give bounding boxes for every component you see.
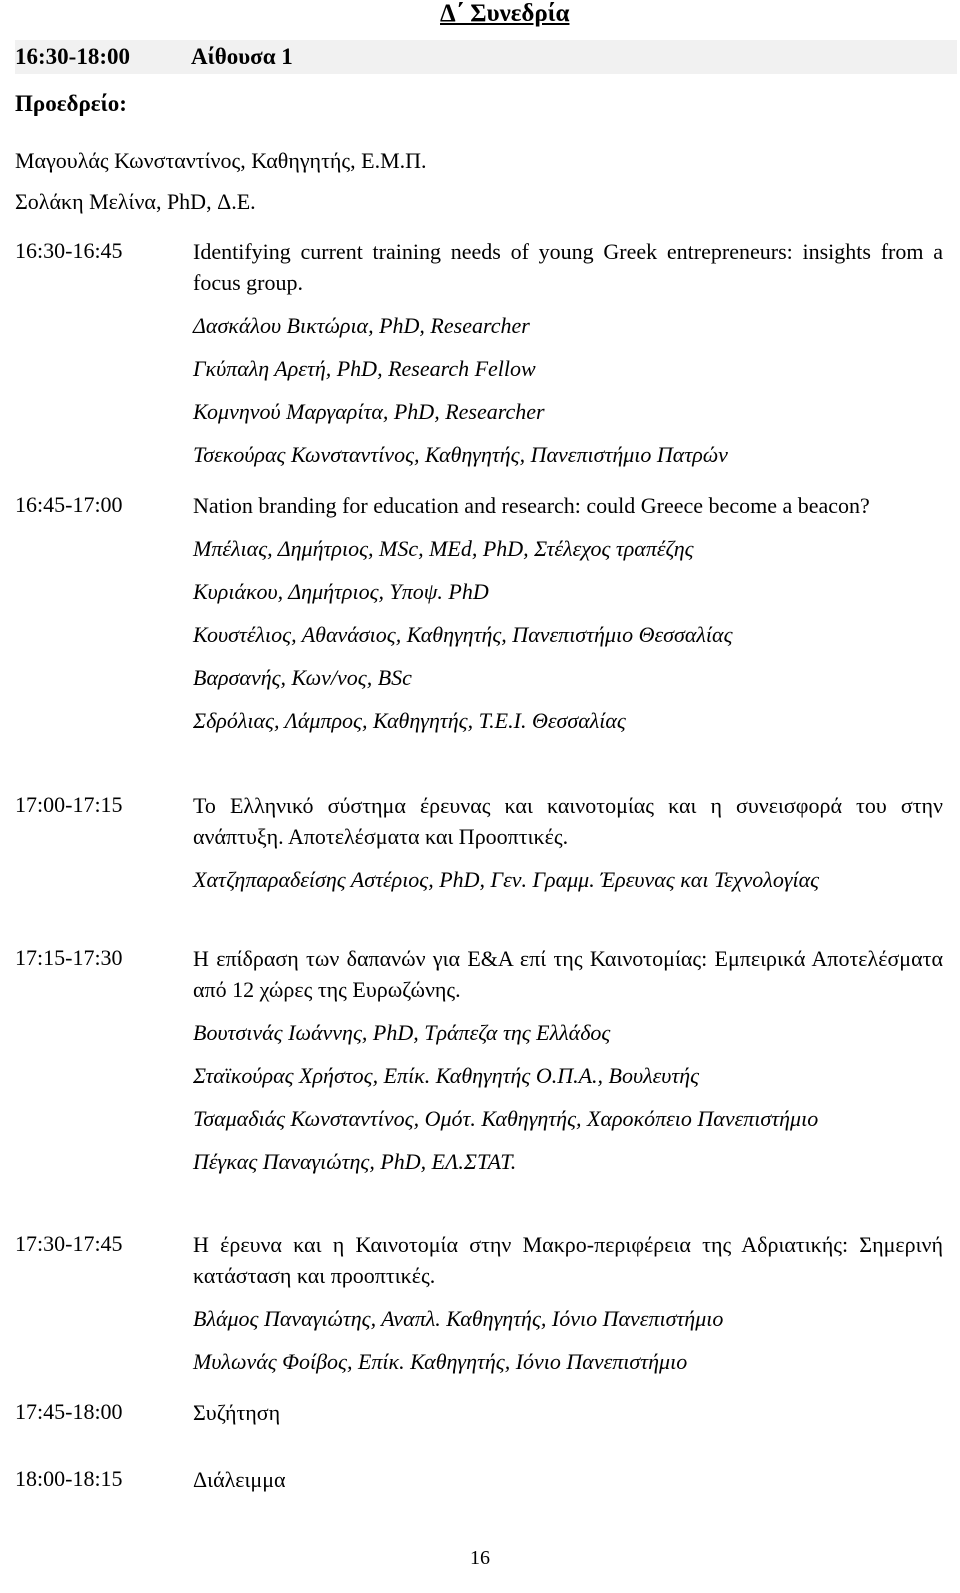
presentation-title: Διάλειμμα <box>193 1467 286 1492</box>
session-header-band <box>15 40 957 74</box>
presentation-title: Το Ελληνικό σύστημα έρευνας και καινοτομίας και η συνεισφορά του στην ανάπτυξη. Αποτελέσματα και Προοπτικές. <box>193 793 943 849</box>
author-entry: Κυριάκου, Δημήτριος, Υποψ. PhD <box>193 579 489 604</box>
slot-body <box>193 236 943 482</box>
slot-body <box>193 790 943 907</box>
page-number: 16 <box>470 1547 490 1569</box>
presentation-title: Identifying current training needs of young Greek entrepreneurs: insights from a focus group. <box>193 239 943 295</box>
author-entry: Βλάμος Παναγιώτης, Αναπλ. Καθηγητής, Ιόνιο Πανεπιστήμιο <box>193 1306 724 1331</box>
slot-body <box>193 1397 943 1428</box>
author-entry: Χατζηπαραδείσης Αστέριος, PhD, Γεν. Γραμμ. Έρευνας και Τεχνολογίας <box>193 867 820 892</box>
author-list <box>193 1017 943 1177</box>
author-entry: Κουστέλιος, Αθανάσιος, Καθηγητής, Πανεπιστήμιο Θεσσαλίας <box>193 622 733 647</box>
presentation-title: Η επίδραση των δαπανών για Ε&Α επί της Καινοτομίας: Εμπειρικά Αποτελέσματα από 12 χώρες της Ευρωζώνης. <box>193 946 943 1002</box>
chair-person: Σολάκη Μελίνα, PhD, Δ.Ε. <box>15 189 256 214</box>
slot-time: 17:30-17:45 <box>15 1231 123 1256</box>
slot-time: 16:30-16:45 <box>15 238 123 263</box>
author-list <box>193 533 943 736</box>
chairs-label: Προεδρείο: <box>15 91 127 116</box>
presentation-title: Nation branding for education and research: could Greece become a beacon? <box>193 493 870 518</box>
presentation-title: Συζήτηση <box>193 1400 281 1425</box>
slot-body <box>193 1229 943 1389</box>
author-entry: Κομνηνού Μαργαρίτα, PhD, Researcher <box>193 399 545 424</box>
author-entry: Σδρόλιας, Λάμπρος, Καθηγητής, Τ.Ε.Ι. Θεσσαλίας <box>193 708 626 733</box>
session-time: 16:30-18:00 <box>15 44 130 69</box>
author-entry: Τσεκούρας Κωνσταντίνος, Καθηγητής, Πανεπιστήμιο Πατρών <box>193 442 728 467</box>
presentation-title: Η έρευνα και η Καινοτομία στην Μακρο-περιφέρεια της Αδριατικής: Σημερινή κατάσταση και προοπτικές. <box>193 1232 943 1288</box>
author-list <box>193 1303 943 1377</box>
author-entry: Σταϊκούρας Χρήστος, Επίκ. Καθηγητής Ο.Π.Α., Βουλευτής <box>193 1063 700 1088</box>
author-entry: Μυλωνάς Φοίβος, Επίκ. Καθηγητής, Ιόνιο Πανεπιστήμιο <box>193 1349 688 1374</box>
author-entry: Βαρσανής, Κων/νος, BSc <box>193 665 412 690</box>
slot-time: 17:00-17:15 <box>15 792 123 817</box>
chair-person: Μαγουλάς Κωνσταντίνος, Καθηγητής, Ε.Μ.Π. <box>15 148 427 173</box>
slot-time: 18:00-18:15 <box>15 1466 123 1491</box>
slot-time: 17:15-17:30 <box>15 945 123 970</box>
author-entry: Γκύπαλη Αρετή, PhD, Research Fellow <box>193 356 536 381</box>
author-entry: Δασκάλου Βικτώρια, PhD, Researcher <box>193 313 530 338</box>
session-room: Αίθουσα 1 <box>191 44 293 69</box>
author-list <box>193 864 943 895</box>
slot-body <box>193 943 943 1189</box>
author-entry: Μπέλιας, Δημήτριος, MSc, MEd, PhD, Στέλεχος τραπέζης <box>193 536 694 561</box>
author-entry: Βουτσινάς Ιωάννης, PhD, Τράπεζα της Ελλάδος <box>193 1020 611 1045</box>
slot-body <box>193 490 943 748</box>
author-entry: Τσαμαδιάς Κωνσταντίνος, Ομότ. Καθηγητής, Χαροκόπειο Πανεπιστήμιο <box>193 1106 819 1131</box>
slot-time: 17:45-18:00 <box>15 1399 123 1424</box>
session-title: Δ΄ Συνεδρία <box>440 0 570 27</box>
author-entry: Πέγκας Παναγιώτης, PhD, ΕΛ.ΣΤΑΤ. <box>193 1149 517 1174</box>
slot-body <box>193 1464 943 1495</box>
author-list <box>193 310 943 470</box>
slot-time: 16:45-17:00 <box>15 492 123 517</box>
